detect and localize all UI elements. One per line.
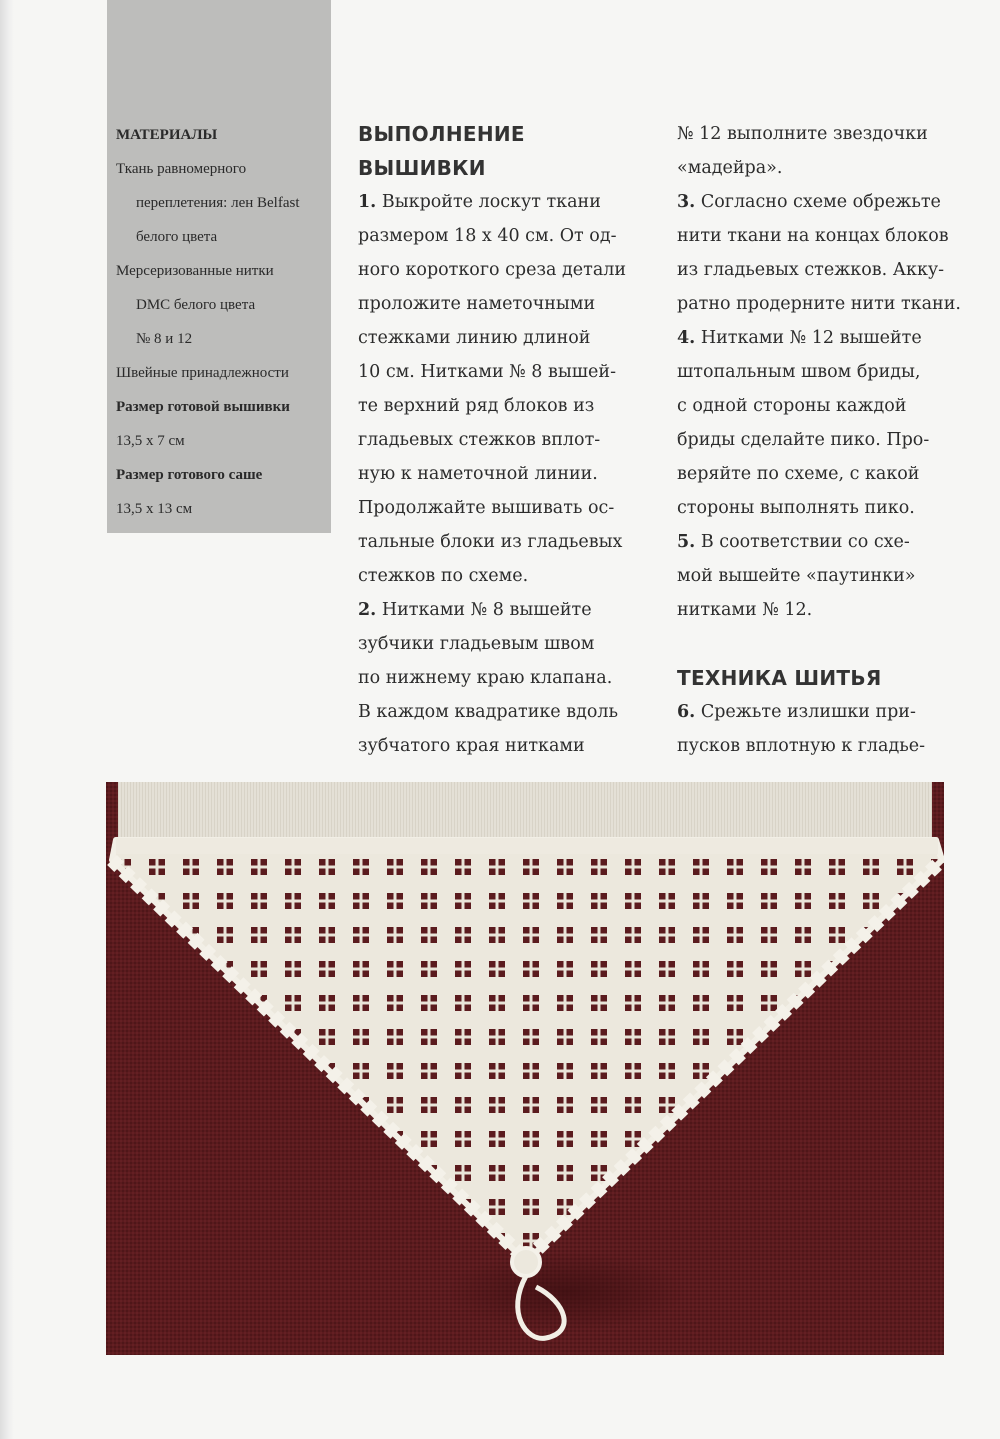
text-line: гладьевых стежков вплот- [358,430,601,450]
text-line: проложите наметочными [358,294,596,314]
sachet-size-label: Размер готового саше [116,467,263,483]
text-line: № 12 выполните звездочки [677,124,928,144]
text-line: нити ткани на концах блоков [677,226,949,246]
text-line: из гладьевых стежков. Акку- [677,260,945,280]
instructions-column-2 [677,117,977,763]
text-line: пусков вплотную к гладье- [677,736,926,756]
text-line: стежками линию длиной [358,328,591,348]
sachet-size-value: 13,5 х 13 см [116,501,193,517]
text-line: веряйте по схеме, с какой [677,464,920,484]
text-line: ного короткого среза детали [358,260,627,280]
material-fabric: Ткань равномерного [116,161,247,177]
text-line: с одной стороны каждой [677,396,907,416]
text-line: тальные блоки из гладьевых [358,532,623,552]
text-line: те верхний ряд блоков из [358,396,595,416]
text-line: «мадейра». [677,158,783,178]
text-line: 1. Выкройте лоскут ткани [358,192,601,212]
material-supplies: Швейные принадлежности [116,365,289,381]
material-fabric-cont: белого цвета [136,229,218,245]
text-line: 5. В соответствии со схе- [677,532,910,552]
text-line: 10 см. Нитками № 8 вышей- [358,362,616,382]
text-line: В каждом квадратике вдоль [358,702,619,722]
text-line: штопальным швом бриды, [677,362,921,382]
text-line: мой вышейте «паутинки» [677,566,916,586]
text-line: по нижнему краю клапана. [358,668,613,688]
step-number: 3. [677,192,696,212]
text-line: нитками № 12. [677,600,813,620]
text-line: стежков по схеме. [358,566,529,586]
text-line: бриды сделайте пико. Про- [677,430,930,450]
text-line: зубчатого края нитками [358,736,585,756]
hardanger-lace-illustration [106,782,944,1355]
text-line: стороны выполнять пико. [677,498,915,518]
section-heading: ТЕХНИКА ШИТЬЯ [677,666,882,690]
text-line: 6. Срежьте излишки при- [677,702,916,722]
embroidery-size-value: 13,5 х 7 см [116,433,185,449]
text-line: 2. Нитками № 8 вышейте [358,600,592,620]
material-fabric-cont: переплетения: лен Belfast [136,195,300,211]
text-line: Продолжайте вышивать ос- [358,498,615,518]
embroidery-photo [106,782,944,1355]
page-edge [0,0,14,1439]
text-line: ратно продерните нити ткани. [677,294,961,314]
step-number: 2. [358,600,377,620]
lace-tip [512,1248,540,1276]
section-heading: ВЫПОЛНЕНИЕ [358,122,525,146]
embroidery-size-label: Размер готовой вышивки [116,399,290,415]
material-threads-cont: № 8 и 12 [136,331,193,347]
top-satin-border [116,838,938,854]
instructions-column-1 [358,117,658,763]
text-line: 3. Согласно схеме обрежьте [677,192,941,212]
linen-fabric [118,782,932,842]
materials-title: МАТЕРИАЛЫ [116,127,218,143]
materials-list [116,118,328,526]
text-line: размером 18 х 40 см. От од- [358,226,617,246]
material-threads: Мерсеризованные нитки [116,263,274,279]
step-number: 6. [677,702,696,722]
step-number: 1. [358,192,377,212]
material-threads-cont: DMC белого цвета [136,297,256,313]
step-number: 5. [677,532,696,552]
text-line: 4. Нитками № 12 вышейте [677,328,922,348]
section-heading: ВЫШИВКИ [358,156,486,180]
step-number: 4. [677,328,696,348]
text-line: ную к наметочной линии. [358,464,598,484]
text-line: зубчики гладьевым швом [358,634,595,654]
